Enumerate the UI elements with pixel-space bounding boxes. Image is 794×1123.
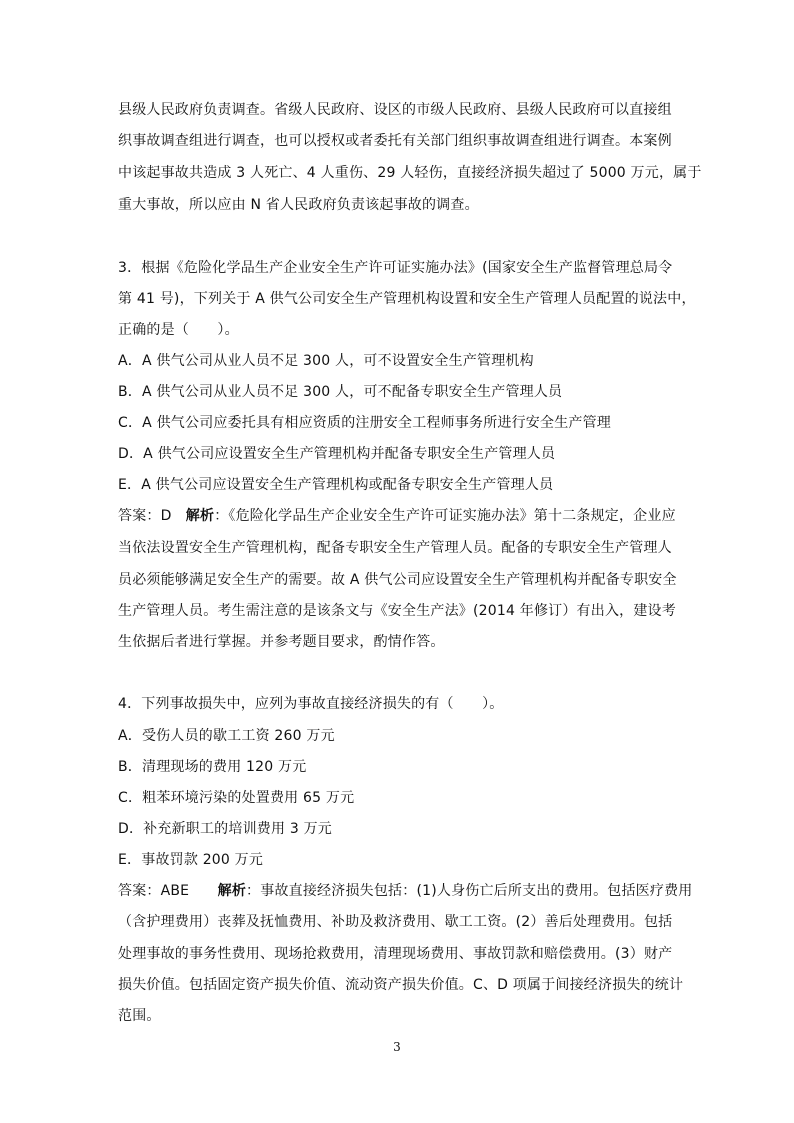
q3-analysis-line: 当依法设置安全生产管理机构，配备专职安全生产管理人员。配备的专职安全生产管理人	[118, 540, 672, 556]
q4-stem-line: 4．下列事故损失中，应列为事故直接经济损失的有（ ）。	[118, 696, 504, 712]
q3-option-d: D．A 供气公司应设置安全生产管理机构并配备专职安全生产管理人员	[118, 446, 556, 462]
q4-option-d: D．补充新职工的培训费用 3 万元	[118, 821, 332, 837]
intro-line: 织事故调查组进行调查，也可以授权或者委托有关部门组织事故调查组进行调查。本案例	[118, 133, 672, 149]
q4-option-e: E．事故罚款 200 万元	[118, 852, 264, 868]
q4-analysis-text: ：事故直接经济损失包括：(1)人身伤亡后所支出的费用。包括医疗费用	[246, 883, 693, 899]
q4-answer: 答案：ABE	[118, 883, 218, 899]
q4-option-b: B．清理现场的费用 120 万元	[118, 759, 307, 775]
q3-analysis-line: 生依据后者进行掌握。并参考题目要求，酌情作答。	[118, 634, 445, 650]
q3-analysis-text: ：《危险化学品生产企业安全生产许可证实施办法》第十二条规定，企业应	[214, 508, 676, 524]
intro-line: 重大事故，所以应由 N 省人民政府负责该起事故的调查。	[118, 197, 479, 213]
q3-analysis-label: 解析	[185, 508, 215, 524]
q4-option-a: A．受伤人员的歇工工资 260 万元	[118, 728, 335, 744]
q3-option-b: B．A 供气公司从业人员不足 300 人，可不配备专职安全生产管理人员	[118, 384, 563, 400]
q4-option-c: C．粗苯环境污染的处置费用 65 万元	[118, 790, 355, 806]
q3-analysis-line: 生产管理人员。考生需注意的是该条文与《安全生产法》(2014 年修订）有出入，建设考	[118, 603, 676, 619]
intro-line: 县级人民政府负责调查。省级人民政府、设区的市级人民政府、县级人民政府可以直接组	[118, 102, 672, 118]
q4-analysis-label: 解析	[217, 883, 247, 899]
q3-answer: 答案：D	[118, 508, 186, 524]
q3-analysis-line: 员必须能够满足安全生产的需要。故 A 供气公司应设置安全生产管理机构并配备专职安全	[118, 572, 677, 588]
q3-stem-line: 正确的是（ ）。	[118, 322, 239, 338]
page-number: 3	[393, 1040, 401, 1054]
q4-analysis-line: 损失价值。包括固定资产损失价值、流动资产损失价值。C、D 项属于间接经济损失的统计	[118, 977, 684, 993]
q4-analysis-line: 处理事故的事务性费用、现场抢救费用，清理现场费用、事故罚款和赔偿费用。(3）财产	[118, 946, 673, 962]
q3-stem-line: 第 41 号)，下列关于 A 供气公司安全生产管理机构设置和安全生产管理人员配置的说法中，	[118, 291, 696, 307]
q4-answer-line	[118, 881, 692, 901]
q3-stem-line: 3．根据《危险化学品生产企业安全生产许可证实施办法》(国家安全生产监督管理总局令	[118, 260, 673, 276]
intro-line: 中该起事故共造成 3 人死亡、4 人重伤、29 人轻伤，直接经济损失超过了 5000 万元，属于	[118, 165, 702, 181]
q3-option-a: A．A 供气公司从业人员不足 300 人，可不设置安全生产管理机构	[118, 353, 534, 369]
q3-answer-line	[118, 506, 676, 526]
q4-analysis-line: 范围。	[118, 1008, 161, 1024]
q3-option-e: E．A 供气公司应设置安全生产管理机构或配备专职安全生产管理人员	[118, 477, 554, 493]
q4-analysis-line: （含护理费用）丧葬及抚恤费用、补助及救济费用、歇工工资。(2）善后处理费用。包括	[118, 914, 673, 930]
q3-option-c: C．A 供气公司应委托具有相应资质的注册安全工程师事务所进行安全生产管理	[118, 415, 612, 431]
